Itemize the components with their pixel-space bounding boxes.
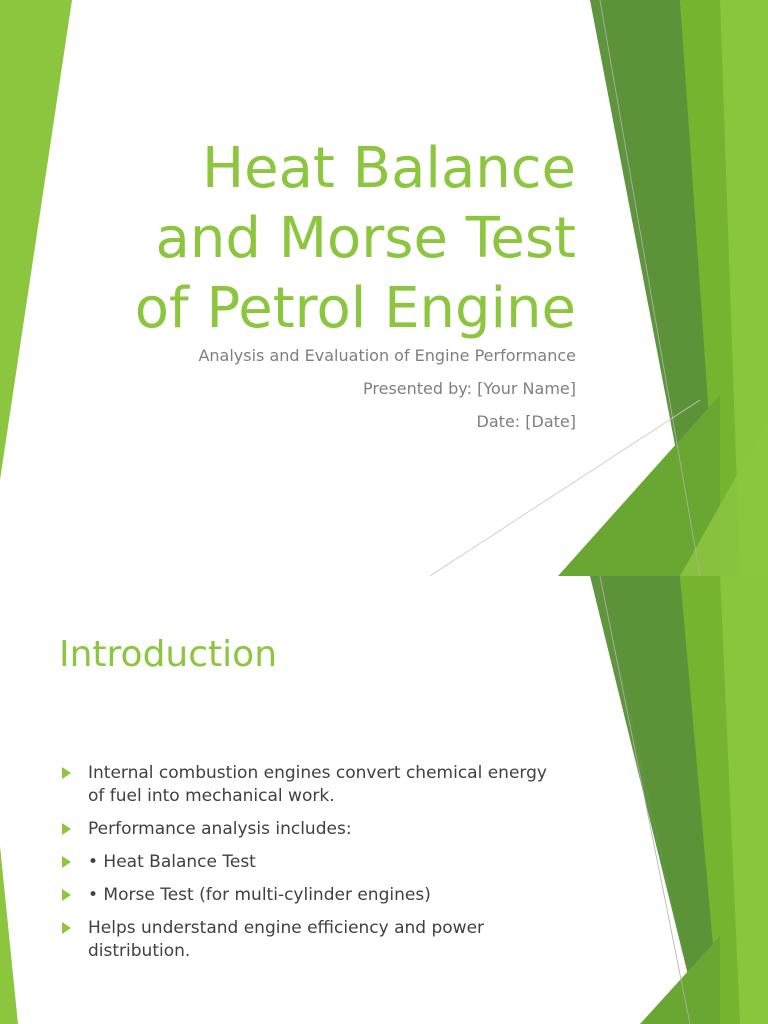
list-item bbox=[60, 762, 560, 808]
list-item bbox=[60, 884, 560, 907]
bullet-arrow-icon bbox=[62, 823, 71, 835]
bullet-arrow-icon bbox=[62, 922, 71, 934]
title-line: and Morse Test bbox=[155, 206, 576, 271]
title-line: Heat Balance bbox=[202, 136, 576, 201]
bullet-arrow-icon bbox=[62, 856, 71, 868]
date-line: Date: [Date] bbox=[476, 412, 576, 431]
slide-title: Introduction bbox=[59, 634, 278, 675]
bullet-text: Performance analysis includes: bbox=[88, 819, 352, 839]
bullet-text: Helps understand engine efficiency and power distribution. bbox=[88, 918, 485, 961]
bullet-text: • Morse Test (for multi-cylinder engines) bbox=[88, 885, 431, 905]
list-item bbox=[60, 917, 560, 963]
bullet-arrow-icon bbox=[62, 889, 71, 901]
slide-title bbox=[56, 134, 576, 344]
title-line: of Petrol Engine bbox=[134, 276, 576, 341]
bullet-text: Internal combustion engines convert chemical energy of fuel into mechanical work. bbox=[88, 763, 547, 806]
introduction-slide bbox=[0, 576, 768, 1024]
bullet-arrow-icon bbox=[62, 767, 71, 779]
bullet-text: • Heat Balance Test bbox=[88, 852, 256, 872]
slide-subtitle: Analysis and Evaluation of Engine Performance bbox=[198, 346, 576, 365]
list-item bbox=[60, 851, 560, 874]
list-item bbox=[60, 818, 560, 841]
bullet-list bbox=[60, 762, 560, 973]
presenter-line: Presented by: [Your Name] bbox=[363, 379, 576, 398]
